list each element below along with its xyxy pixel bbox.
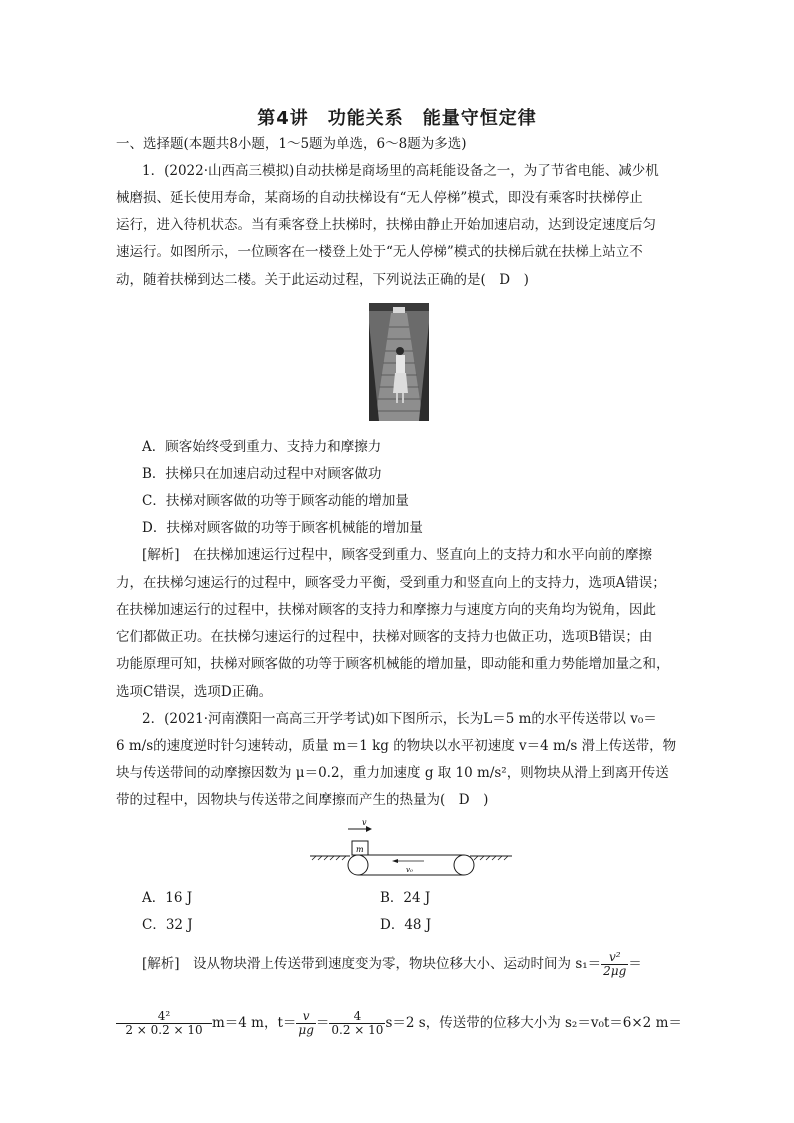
- escalator-illustration: [369, 303, 429, 421]
- conveyor-figure: [306, 815, 516, 879]
- q1-analysis: 它们都做正功。在扶梯匀速运行的过程中，扶梯对顾客的支持力也做正功，选项B错误；由: [116, 629, 653, 645]
- fraction-s1: [601, 951, 628, 978]
- q2-line: 6 m/s的速度逆时针匀速转动，质量 m＝1 kg 的物块以水平初速度 v＝4 m/s 滑上传送带，物: [116, 738, 677, 754]
- page-title: 第4讲 功能关系 能量守恒定律: [257, 108, 537, 129]
- q2-analysis-cont2: s＝2 s，传送带的位移大小为 s₂＝v₀t＝6×2 m＝: [385, 1015, 682, 1031]
- q1-analysis: [解析] 在扶梯加速运行过程中，顾客受到重力、竖直向上的支持力和水平向前的摩擦: [142, 547, 653, 563]
- q1-analysis: 力，在扶梯匀速运行的过程中，顾客受力平衡，受到重力和竖直向上的支持力，选项A错误；: [116, 575, 666, 591]
- q1-line: 速运行。如图所示，一位顾客在一楼登上处于“无人停梯”模式的扶梯后就在扶梯上站立不: [116, 244, 643, 260]
- m-label: m: [356, 845, 364, 854]
- frac2-den: 2 × 0.2 × 10: [125, 1023, 203, 1037]
- q1-line: 械磨损、延长使用寿命，某商场的自动扶梯设有“无人停梯”模式，即没有乘客时扶梯停止: [116, 190, 643, 206]
- frac1-num: v²: [601, 951, 628, 965]
- frac1-den: 2μg: [603, 964, 627, 978]
- section-header: 一、选择题(本题共8小题，1～5题为单选，6～8题为多选): [116, 136, 467, 152]
- q2-analysis-line2: $\frac{\text{4²}}{2 \times 0.2 \times 10}$ m＝4 m，t＝ $\frac{v}{\mu g}$ ＝ $\frac{4}{0.2 \times 10}$ s＝2 s，传送带的位移大小为 s₂＝v₀t＝6×2 m＝: [116, 1010, 682, 1037]
- pulley-right: [454, 855, 474, 875]
- frac3-den: μg: [298, 1023, 314, 1037]
- q2-option-c: C．32 J: [142, 917, 193, 933]
- q2-line: 块与传送带间的动摩擦因数为 μ＝0.2，重力加速度 g 取 10 m/s²，则物块从滑上到离开传送: [116, 765, 669, 781]
- v-label: v: [362, 818, 367, 827]
- fraction-t-value: [329, 1010, 385, 1037]
- q1-option-a: A．顾客始终受到重力、支持力和摩擦力: [142, 439, 382, 455]
- q2-analysis-text: [解析] 设从物块滑上传送带到速度变为零，物块位移大小、运动时间为 s₁＝: [142, 956, 602, 972]
- q1-option-c: C．扶梯对顾客做的功等于顾客动能的增加量: [142, 493, 409, 509]
- frac3-num: v: [296, 1010, 315, 1024]
- q2-option-a: A．16 J: [142, 890, 193, 906]
- escalator-photo: [369, 303, 429, 421]
- conveyor-diagram: [306, 815, 516, 879]
- q1-analysis: 功能原理可知，扶梯对顾客做的功等于顾客机械能的增加量，即动能和重力势能增加量之和，: [116, 656, 670, 672]
- q1-analysis: 选项C错误，选项D正确。: [116, 684, 273, 700]
- q1-line: 动，随着扶梯到达二楼。关于此运动过程，下列说法正确的是( D ): [116, 272, 529, 288]
- v0-label: v₀: [406, 866, 413, 874]
- q1-analysis: 在扶梯加速运行的过程中，扶梯对顾客的支持力和摩擦力与速度方向的夹角均为锐角，因此: [116, 602, 656, 618]
- q1-option-b: B．扶梯只在加速启动过程中对顾客做功: [142, 466, 382, 482]
- q2-analysis-cont: m＝4 m，t＝: [212, 1015, 297, 1031]
- fraction-s1-value: [116, 1010, 212, 1037]
- q2-option-d: D．48 J: [380, 917, 432, 933]
- frac4-num: 4: [329, 1010, 385, 1024]
- frac2-num: 4²: [116, 1010, 212, 1024]
- fraction-t: [296, 1010, 315, 1037]
- q2-line: 2．(2021·河南濮阳一高高三开学考试)如下图所示，长为L＝5 m的水平传送带以 v₀＝: [142, 711, 657, 727]
- pulley-left: [348, 855, 368, 875]
- q1-line: 运行，进入待机状态。当有乘客登上扶梯时，扶梯由静止开始加速启动，达到设定速度后匀: [116, 217, 656, 233]
- q1-line: 1．(2022·山西高三模拟)自动扶梯是商场里的高耗能设备之一，为了节省电能、减少机: [142, 163, 659, 179]
- q2-line: 带的过程中，因物块与传送带之间摩擦而产生的热量为( D ): [116, 792, 489, 808]
- q1-option-d: D．扶梯对顾客做的功等于顾客机械能的增加量: [142, 520, 423, 536]
- q2-option-b: B．24 J: [380, 890, 431, 906]
- q2-analysis-line1: [解析] 设从物块滑上传送带到速度变为零，物块位移大小、运动时间为 s₁＝ $\frac{\text{v²}}{2\mu g}$ ＝: [142, 950, 642, 978]
- frac4-den: 0.2 × 10: [331, 1023, 384, 1037]
